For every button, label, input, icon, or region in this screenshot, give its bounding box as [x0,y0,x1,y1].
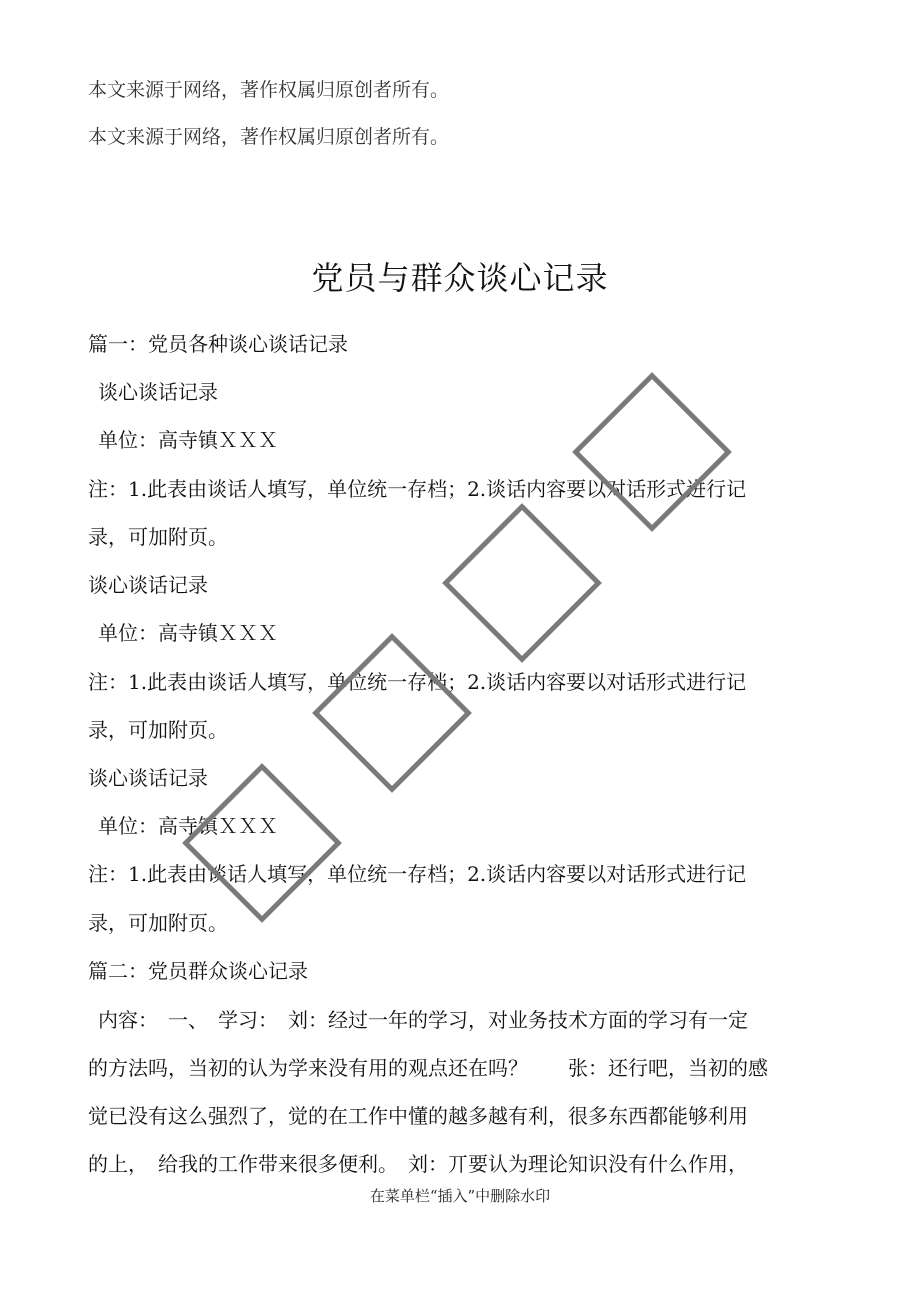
section-heading: 篇一：党员各种谈心谈话记录 [88,332,348,356]
watermark-diamond [576,376,729,529]
note-line: 录，可加附页。 [88,911,228,935]
watermark-footer-note: 在菜单栏“插入”中删除水印 [369,1187,551,1205]
paragraph-line: 内容： 一、 学习： 刘：经过一年的学习，对业务技术方面的学习有一定 [98,1008,748,1032]
note-line: 注：1.此表由谈话人填写，单位统一存档；2.谈话内容要以对话形式进行记 [88,862,747,886]
unit-line: 单位：高寺镇ＸＸＸ [98,621,278,645]
watermark-diamond [316,637,469,790]
note-line: 录，可加附页。 [88,718,228,742]
unit-line: 单位：高寺镇ＸＸＸ [98,428,278,452]
source-notice: 本文来源于网络，著作权属归原创者所有。 [88,79,450,101]
note-line: 录，可加附页。 [88,525,228,549]
paragraph-line: 的上， 给我的工作带来很多便利。 刘：丌要认为理论知识没有什么作用， [88,1152,748,1176]
source-notice: 本文来源于网络，著作权属归原创者所有。 [88,126,450,148]
record-heading: 谈心谈话记录 [98,380,218,404]
section-heading: 篇二：党员群众谈心记录 [88,959,308,983]
note-line: 注：1.此表由谈话人填写，单位统一存档；2.谈话内容要以对话形式进行记 [88,477,747,501]
note-line: 注：1.此表由谈话人填写，单位统一存档；2.谈话内容要以对话形式进行记 [88,670,747,694]
document-title: 党员与群众谈心记录 [311,259,609,297]
watermark-diamond [446,507,599,660]
unit-line: 单位：高寺镇ＸＸＸ [98,814,278,838]
paragraph-line: 的方法吗，当初的认为学来没有用的观点还在吗？ 张：还行吧，当初的感 [88,1056,768,1080]
record-heading: 谈心谈话记录 [88,766,208,790]
paragraph-line: 觉已没有这么强烈了，觉的在工作中懂的越多越有利，很多东西都能够利用 [88,1104,748,1128]
record-heading: 谈心谈话记录 [88,573,208,597]
watermark-diamond [186,767,339,920]
